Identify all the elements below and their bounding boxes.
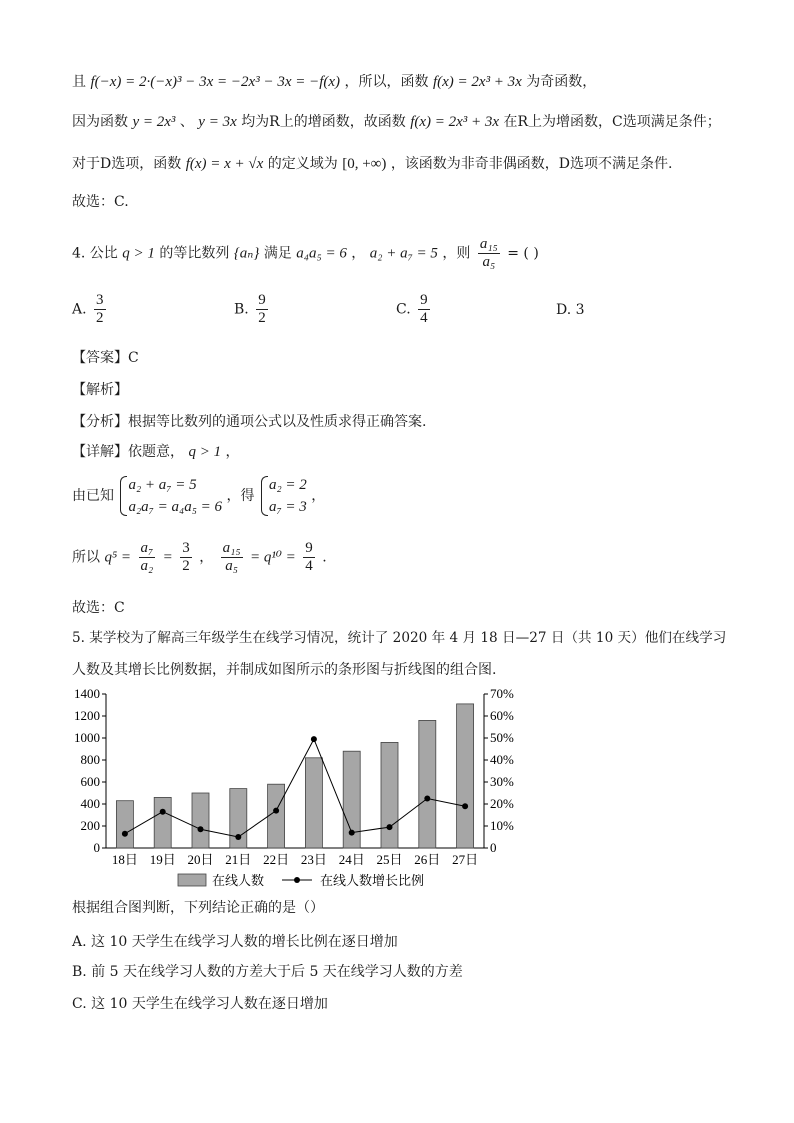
math-expression: f(x) = x + √x [185,156,264,172]
growth-point [349,830,355,836]
fraction: $\frac{\text{a₁₅}}{\text{a₅}}$ [479,236,498,270]
given-system: 由已知 a₂ + a₇ = 5 a₂a₇ = a₄a₅ = 6 ，得 a₂ = 2 a₇ = 3 ， [72,474,325,518]
legend-bar-label: 在线人数 [212,873,265,888]
legend-bar-swatch [178,874,206,886]
combo-chart [50,680,530,896]
x-tick-label: 26日 [414,852,441,867]
option-b: B. $\frac{9}{2}$ [234,292,266,326]
right-tick-label: 10% [490,818,514,833]
text: 的等比数列 [159,245,230,262]
growth-point [424,796,430,802]
system-brace: a₂ + a₇ = 5 a₂a₇ = a₄a₅ = 6 [118,474,222,518]
text: ，所以，函数 [344,74,429,90]
option-c-q5: C. 这 10 天学生在线学习人数在逐日增加 [72,996,328,1012]
text: 4. 公比 [72,245,118,262]
question-5-prompt: 根据组合图判断，下列结论正确的是（） [72,900,324,916]
choose-line-q4: 故选：C [72,600,125,616]
math-expression: f(−x) = 2·(−x)³ − 3x = −2x³ − 3x = −f(x) [90,74,341,90]
option-d: D. 3 [556,302,585,318]
option-b-q5: B. 前 5 天在线学习人数的方差大于后 5 天在线学习人数的方差 [72,964,463,980]
solution-line-1 [72,72,596,92]
so-line: 所以 q⁵ = $\frac{\text{a₇}}{\text{a₂}}$ = $\frac{3}{2}$ ， $\frac{\text{a₁₅}}{\text{a₅}}$ = q¹⁰ = $\frac{9}{4}$ . [72,540,327,574]
left-tick-label: 800 [80,752,100,767]
growth-line [125,739,465,837]
math-expression: f(x) = 2x³ + 3x [410,114,500,130]
math-interval: [0, +∞) [342,156,387,172]
growth-point [160,809,166,815]
growth-point [235,834,241,840]
left-tick-label: 1000 [74,730,100,745]
x-tick-label: 27日 [452,852,479,867]
right-tick-label: 50% [490,730,514,745]
text: 、 [179,114,194,130]
left-tick-label: 1400 [74,686,100,701]
left-tick-label: 600 [80,774,100,789]
growth-point [198,826,204,832]
bar [192,793,209,848]
text: 满足 [263,245,292,262]
math-expression: f(x) = 2x³ + 3x [432,74,522,90]
fenxi-line: 【分析】根据等比数列的通项公式以及性质求得正确答案. [72,414,427,430]
bar [381,742,398,848]
math-expression: a₄a₅ = 6 [296,245,347,262]
text: = ( ) [507,245,539,262]
right-tick-label: 70% [490,686,514,701]
bar [305,758,322,848]
x-tick-label: 19日 [149,852,176,867]
text: 且 [72,74,86,90]
math-expression: y = 3x [198,114,237,130]
bar [457,704,474,848]
option-a: A. $\frac{3}{2}$ [72,292,104,326]
x-tick-label: 22日 [263,852,290,867]
growth-point [122,831,128,837]
text: ，该函数为非奇非偶函数，D选项不满足条件. [390,156,673,172]
left-tick-label: 200 [80,818,100,833]
growth-point [311,736,317,742]
left-tick-label: 400 [80,796,100,811]
answer-tag: 【答案】C [72,350,139,366]
right-tick-label: 0 [490,840,497,855]
result-brace: a₂ = 2 a₇ = 3 [259,474,307,518]
text: 均为R上的增函数，故函数 [241,114,406,130]
text: 在R上为增函数，C选项满足条件； [503,114,721,130]
math-expression: a₂ + a₇ = 5 [369,245,438,262]
choose-line: 故选：C. [72,194,129,210]
solution-line-3 [72,154,673,174]
text: 的定义域为 [267,156,338,172]
x-tick-label: 24日 [338,852,365,867]
question-5-stem-2: 人数及其增长比例数据，并制成如图所示的条形图与折线图的组合图. [72,662,497,678]
growth-point [387,824,393,830]
option-c: C. $\frac{9}{4}$ [396,292,428,326]
right-tick-label: 20% [490,796,514,811]
text: ，则 [442,245,471,262]
left-tick-label: 0 [93,840,100,855]
bar [419,720,436,848]
solution-line-2 [72,112,721,132]
x-tick-label: 21日 [225,852,252,867]
xiangjie-line: 【详解】依题意， q > 1 ， [72,444,240,460]
bar [154,797,171,848]
text: ， [351,245,366,262]
text: 对于D选项，函数 [72,156,182,172]
bar [268,784,285,848]
x-tick-label: 20日 [187,852,214,867]
text: 为奇函数， [526,74,597,90]
x-tick-label: 23日 [300,852,327,867]
right-tick-label: 30% [490,774,514,789]
math-expression: y = 2x³ [132,114,176,130]
x-tick-label: 18日 [111,852,138,867]
option-a-q5: A. 这 10 天学生在线学习人数的增长比例在逐日增加 [72,934,398,950]
x-tick-label: 25日 [376,852,403,867]
bar [116,801,133,848]
analysis-tag: 【解析】 [72,382,128,398]
question-4-stem [72,236,539,271]
growth-point [462,803,468,809]
math-expression: {aₙ} [233,245,260,262]
right-tick-label: 60% [490,708,514,723]
legend-line-marker [294,877,300,883]
math-expression: q > 1 [122,245,155,262]
growth-point [273,808,279,814]
right-tick-label: 40% [490,752,514,767]
question-5-stem-1: 5. 某学校为了解高三年级学生在线学习情况，统计了 2020 年 4 月 18 日—27 日（共 10 天）他们在线学习 [72,630,727,646]
text: 因为函数 [72,114,128,130]
legend-line-label: 在线人数增长比例 [320,873,425,888]
left-tick-label: 1200 [74,708,100,723]
